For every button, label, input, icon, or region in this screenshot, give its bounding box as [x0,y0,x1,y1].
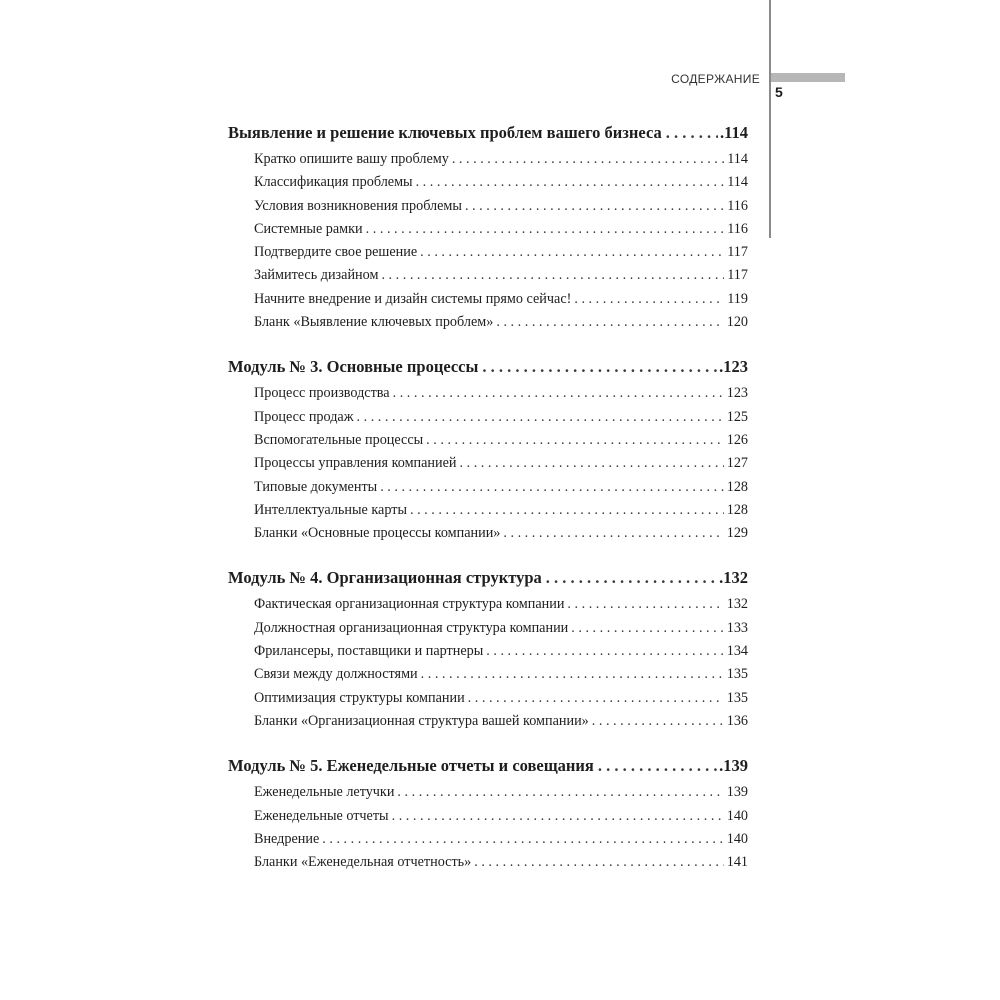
dot-leader [598,752,717,780]
entry-page-number: 119 [727,290,748,307]
dot-leader [465,195,724,218]
toc-entry [228,499,748,522]
section-title: Выявление и решение ключевых проблем вашего бизнеса [228,123,662,142]
dot-leader [482,353,717,381]
dot-leader [381,264,724,287]
toc-entry [228,593,748,616]
section-title: Модуль № 4. Организационная структура [228,568,542,588]
dot-leader [452,148,724,171]
dot-leader [397,781,723,804]
toc-entry [228,663,748,686]
section-title: Модуль № 5. Еженедельные отчеты и совещания [228,756,594,776]
entry-title: Интеллектуальные карты [254,501,407,518]
running-head: СОДЕРЖАНИЕ [671,72,760,86]
entry-title: Процессы управления компанией [254,455,457,472]
dot-leader [420,241,724,264]
entry-title: Фрилансеры, поставщики и партнеры [254,643,484,660]
dot-leader [416,171,725,194]
toc-entry [228,406,748,429]
section-page-number: . 132 [719,564,748,592]
entry-title: Бланки «Еженедельная отчетность» [254,854,472,871]
entry-page-number: 133 [726,619,748,636]
toc-entry [228,522,748,545]
toc-entry [228,288,748,311]
entry-page-number: 114 [727,151,748,167]
dot-leader [574,288,724,311]
dot-leader [571,617,723,640]
entry-page-number: 123 [726,385,748,402]
entry-page-number: 116 [727,197,748,214]
toc-entry [228,452,748,475]
toc-section [228,752,748,874]
entry-title: Внедрение [254,830,320,847]
dot-leader [666,119,718,147]
dot-leader [474,851,724,874]
toc-entry [228,241,748,264]
entry-title: Связи между должностями [254,666,418,683]
toc-entry [228,218,748,241]
dot-leader [380,476,724,499]
dot-leader [357,406,724,429]
entry-page-number: 141 [726,854,748,871]
entry-page-number: 139 [726,784,748,801]
entry-title: Типовые документы [254,478,378,495]
entry-title: Займитесь дизайном [254,267,379,284]
entry-title: Кратко опишите вашу проблему [254,151,449,167]
entry-page-number: 132 [726,596,748,613]
entry-page-number: 140 [726,830,748,847]
entry-page-number: 117 [727,267,748,284]
entry-page-number: 127 [726,455,748,472]
entry-page-number: 126 [726,431,748,448]
dot-leader [496,311,723,334]
dot-leader [322,828,723,851]
entry-page-number: 128 [726,478,748,495]
entry-title: Бланки «Организационная структура вашей компании» [254,712,589,729]
header-band [771,73,845,82]
dot-leader [567,593,723,616]
entry-title: Бланки «Основные процессы компании» [254,525,501,542]
dot-leader [468,687,724,710]
toc-entry [228,851,748,874]
margin-rule [769,0,771,238]
entry-title: Подтвердите свое решение [254,244,418,261]
section-title: Модуль № 3. Основные процессы [228,357,479,377]
toc-section [228,119,748,334]
dot-leader [421,663,724,686]
toc-section-heading [228,353,748,381]
section-page-number: . 139 [719,752,748,780]
toc-entry [228,382,748,405]
section-page-number: . 114 [720,119,748,147]
entry-title: Должностная организационная структура компании [254,619,569,636]
dot-leader [592,710,724,733]
toc-entry [228,148,748,171]
table-of-contents [228,119,748,874]
dot-leader [366,218,725,241]
toc-entry [228,640,748,663]
dot-leader [546,564,717,592]
toc-entry [228,805,748,828]
toc-entry [228,195,748,218]
toc-section [228,353,748,545]
entry-page-number: 117 [727,244,748,261]
section-page-number: . 123 [719,353,748,381]
toc-section-heading [228,564,748,592]
toc-entry [228,828,748,851]
entry-title: Классификация проблемы [254,174,413,191]
toc-section-heading [228,119,748,147]
toc-entry [228,264,748,287]
entry-page-number: 136 [726,712,748,729]
toc-entry [228,476,748,499]
entry-page-number: 129 [726,525,748,542]
entry-page-number: 114 [727,174,748,191]
entry-page-number: 140 [726,807,748,824]
entry-page-number: 134 [726,643,748,660]
entry-title: Процесс производства [254,385,390,402]
dot-leader [393,382,724,405]
dot-leader [410,499,724,522]
toc-entry [228,617,748,640]
toc-section [228,564,748,733]
toc-entry [228,171,748,194]
entry-page-number: 116 [727,220,748,237]
dot-leader [460,452,724,475]
entry-page-number: 135 [726,666,748,683]
dot-leader [392,805,724,828]
entry-page-number: 128 [726,501,748,518]
dot-leader [486,640,723,663]
entry-page-number: 135 [726,689,748,706]
dot-leader [426,429,724,452]
entry-title: Бланк «Выявление ключевых проблем» [254,314,494,331]
toc-section-heading [228,752,748,780]
entry-title: Фактическая организационная структура компании [254,596,565,613]
toc-entry [228,429,748,452]
dot-leader [503,522,723,545]
entry-title: Системные рамки [254,220,363,237]
entry-title: Вспомогательные процессы [254,431,424,448]
page-number: 5 [775,84,783,100]
toc-entry [228,710,748,733]
toc-entry [228,781,748,804]
entry-page-number: 120 [726,314,748,331]
entry-title: Условия возникновения проблемы [254,197,462,214]
entry-title: Еженедельные отчеты [254,807,389,824]
entry-title: Процесс продаж [254,408,354,425]
entry-title: Начните внедрение и дизайн системы прямо сейчас! [254,290,572,307]
toc-entry [228,311,748,334]
entry-title: Еженедельные летучки [254,784,395,801]
entry-title: Оптимизация структуры компании [254,689,465,706]
toc-entry [228,687,748,710]
entry-page-number: 125 [726,408,748,425]
